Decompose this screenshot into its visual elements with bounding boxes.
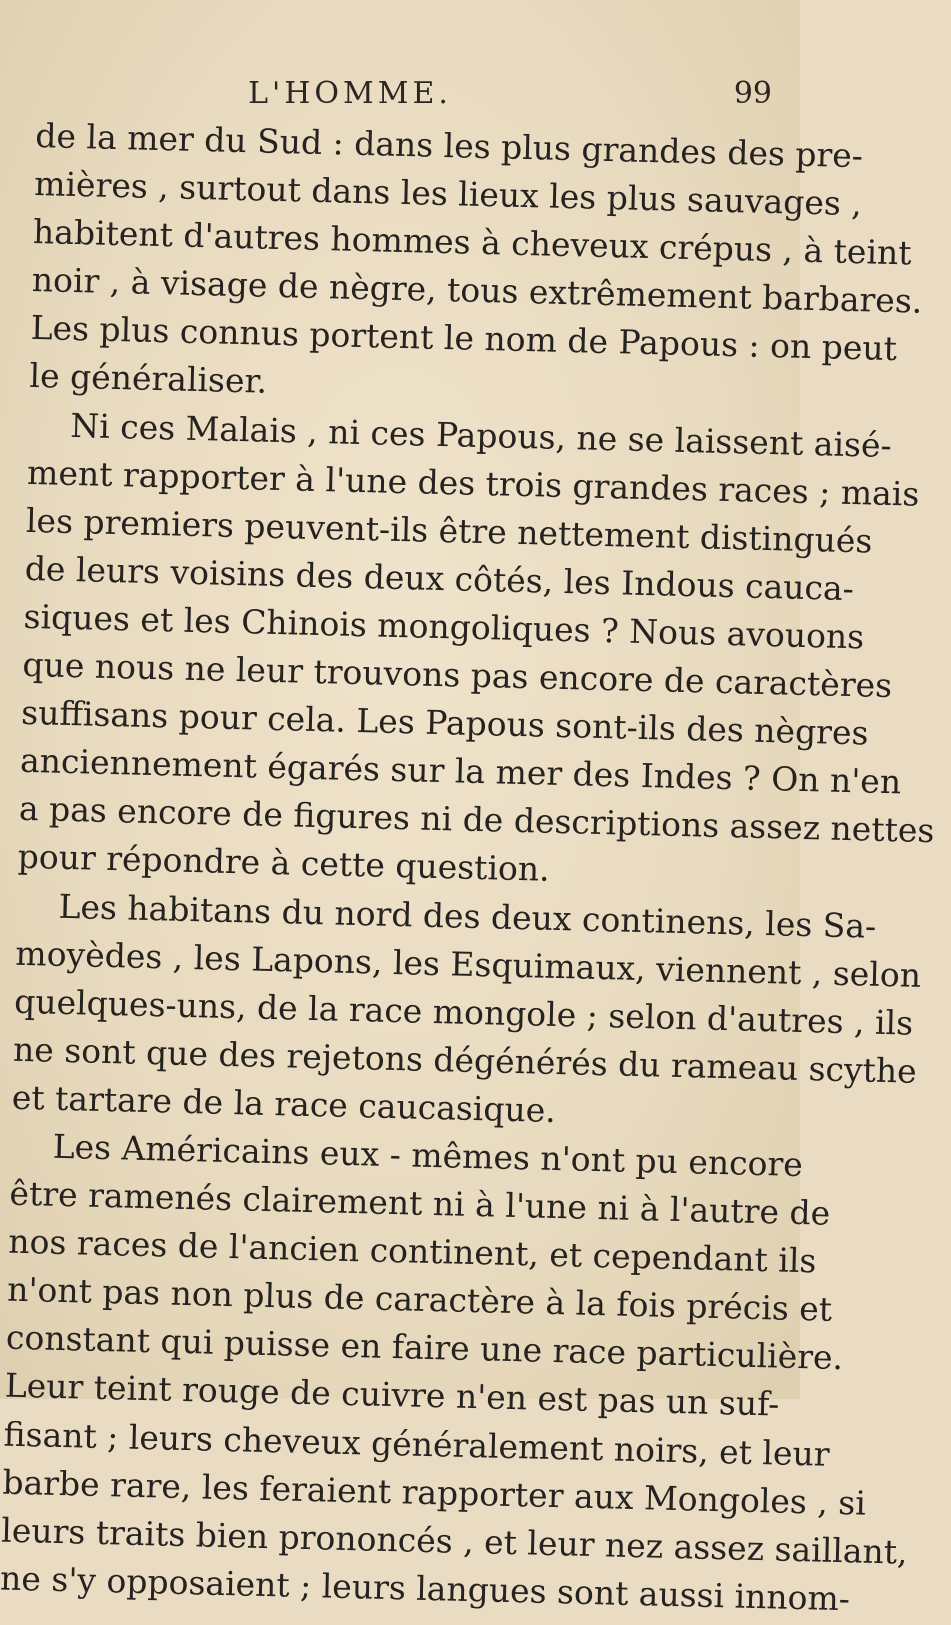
text-line: fisant ; leurs cheveux généralement noirs, et leur — [3, 1414, 831, 1474]
text-line: les premiers peuvent-ils être nettement distingués — [25, 500, 873, 561]
text-line: siques et les Chinois mongoliques ? Nous avouons — [23, 596, 865, 657]
text-line: Les plus connus portent le nom de Papous : on peut — [30, 308, 898, 369]
text-line: anciennement égarés sur la mer des Indes ? On n'en — [19, 741, 902, 802]
body-text — [0, 112, 935, 1620]
text-line: nos races de l'ancien continent, et cependant ils — [7, 1221, 817, 1281]
running-head: L'HOMME. — [248, 76, 452, 111]
text-line: constant qui puisse en faire une race particulière. — [5, 1317, 844, 1378]
text-line: moyèdes , les Lapons, les Esquimaux, viennent , selon — [14, 933, 922, 995]
paragraph-start: Ni ces Malais , ni ces Papous, ne se laissent aisé- — [69, 405, 893, 465]
text-line: que nous ne leur trouvons pas encore de caractères — [22, 644, 893, 706]
text-line: ne s'y opposaient ; leurs langues sont aussi innom- — [0, 1558, 851, 1619]
text-line: noir , à visage de nègre, tous extrêmement barbares. — [31, 260, 923, 321]
text-line: de leurs voisins des deux côtés, les Indous cauca- — [24, 548, 855, 608]
text-line: et tartare de la race caucasique. — [11, 1077, 557, 1130]
paragraph-start: Les Américains eux - mêmes n'ont pu encore — [52, 1126, 804, 1185]
page-number: 99 — [733, 76, 772, 111]
text-line: suffisans pour cela. Les Papous sont-ils des nègres — [20, 692, 869, 753]
text-line: de la mer du Sud : dans les plus grandes des pre- — [34, 115, 864, 176]
text-line: n'ont pas non plus de caractère à la fois précis et — [6, 1269, 833, 1330]
text-line: ne sont que des rejetons dégénérés du rameau scythe — [12, 1029, 918, 1091]
text-line: Leur teint rouge de cuivre n'en est pas un suf- — [4, 1366, 780, 1424]
text-line: leurs traits bien prononcés , et leur nez assez saillant, — [0, 1510, 908, 1572]
text-line: ment rapporter à l'une des trois grandes races ; mais — [26, 452, 920, 514]
text-line: être ramenés clairement ni à l'une ni à l'autre de — [9, 1173, 831, 1233]
text-line: mières , surtout dans les lieux les plus sauvages , — [33, 164, 863, 224]
text-line: habitent d'autres hommes à cheveux crépus , à teint — [32, 212, 913, 273]
text-line: quelques-uns, de la race mongole ; selon d'autres , ils — [13, 981, 914, 1043]
paragraph-start: Les habitans du nord des deux continens, les Sa- — [58, 886, 877, 946]
text-line: le généraliser. — [29, 356, 268, 402]
text-line: barbe rare, les feraient rapporter aux Mongoles , si — [2, 1462, 867, 1523]
text-line: pour répondre à cette question. — [17, 837, 551, 890]
text-line: a pas encore de figures ni de descriptions assez nettes — [18, 789, 935, 851]
